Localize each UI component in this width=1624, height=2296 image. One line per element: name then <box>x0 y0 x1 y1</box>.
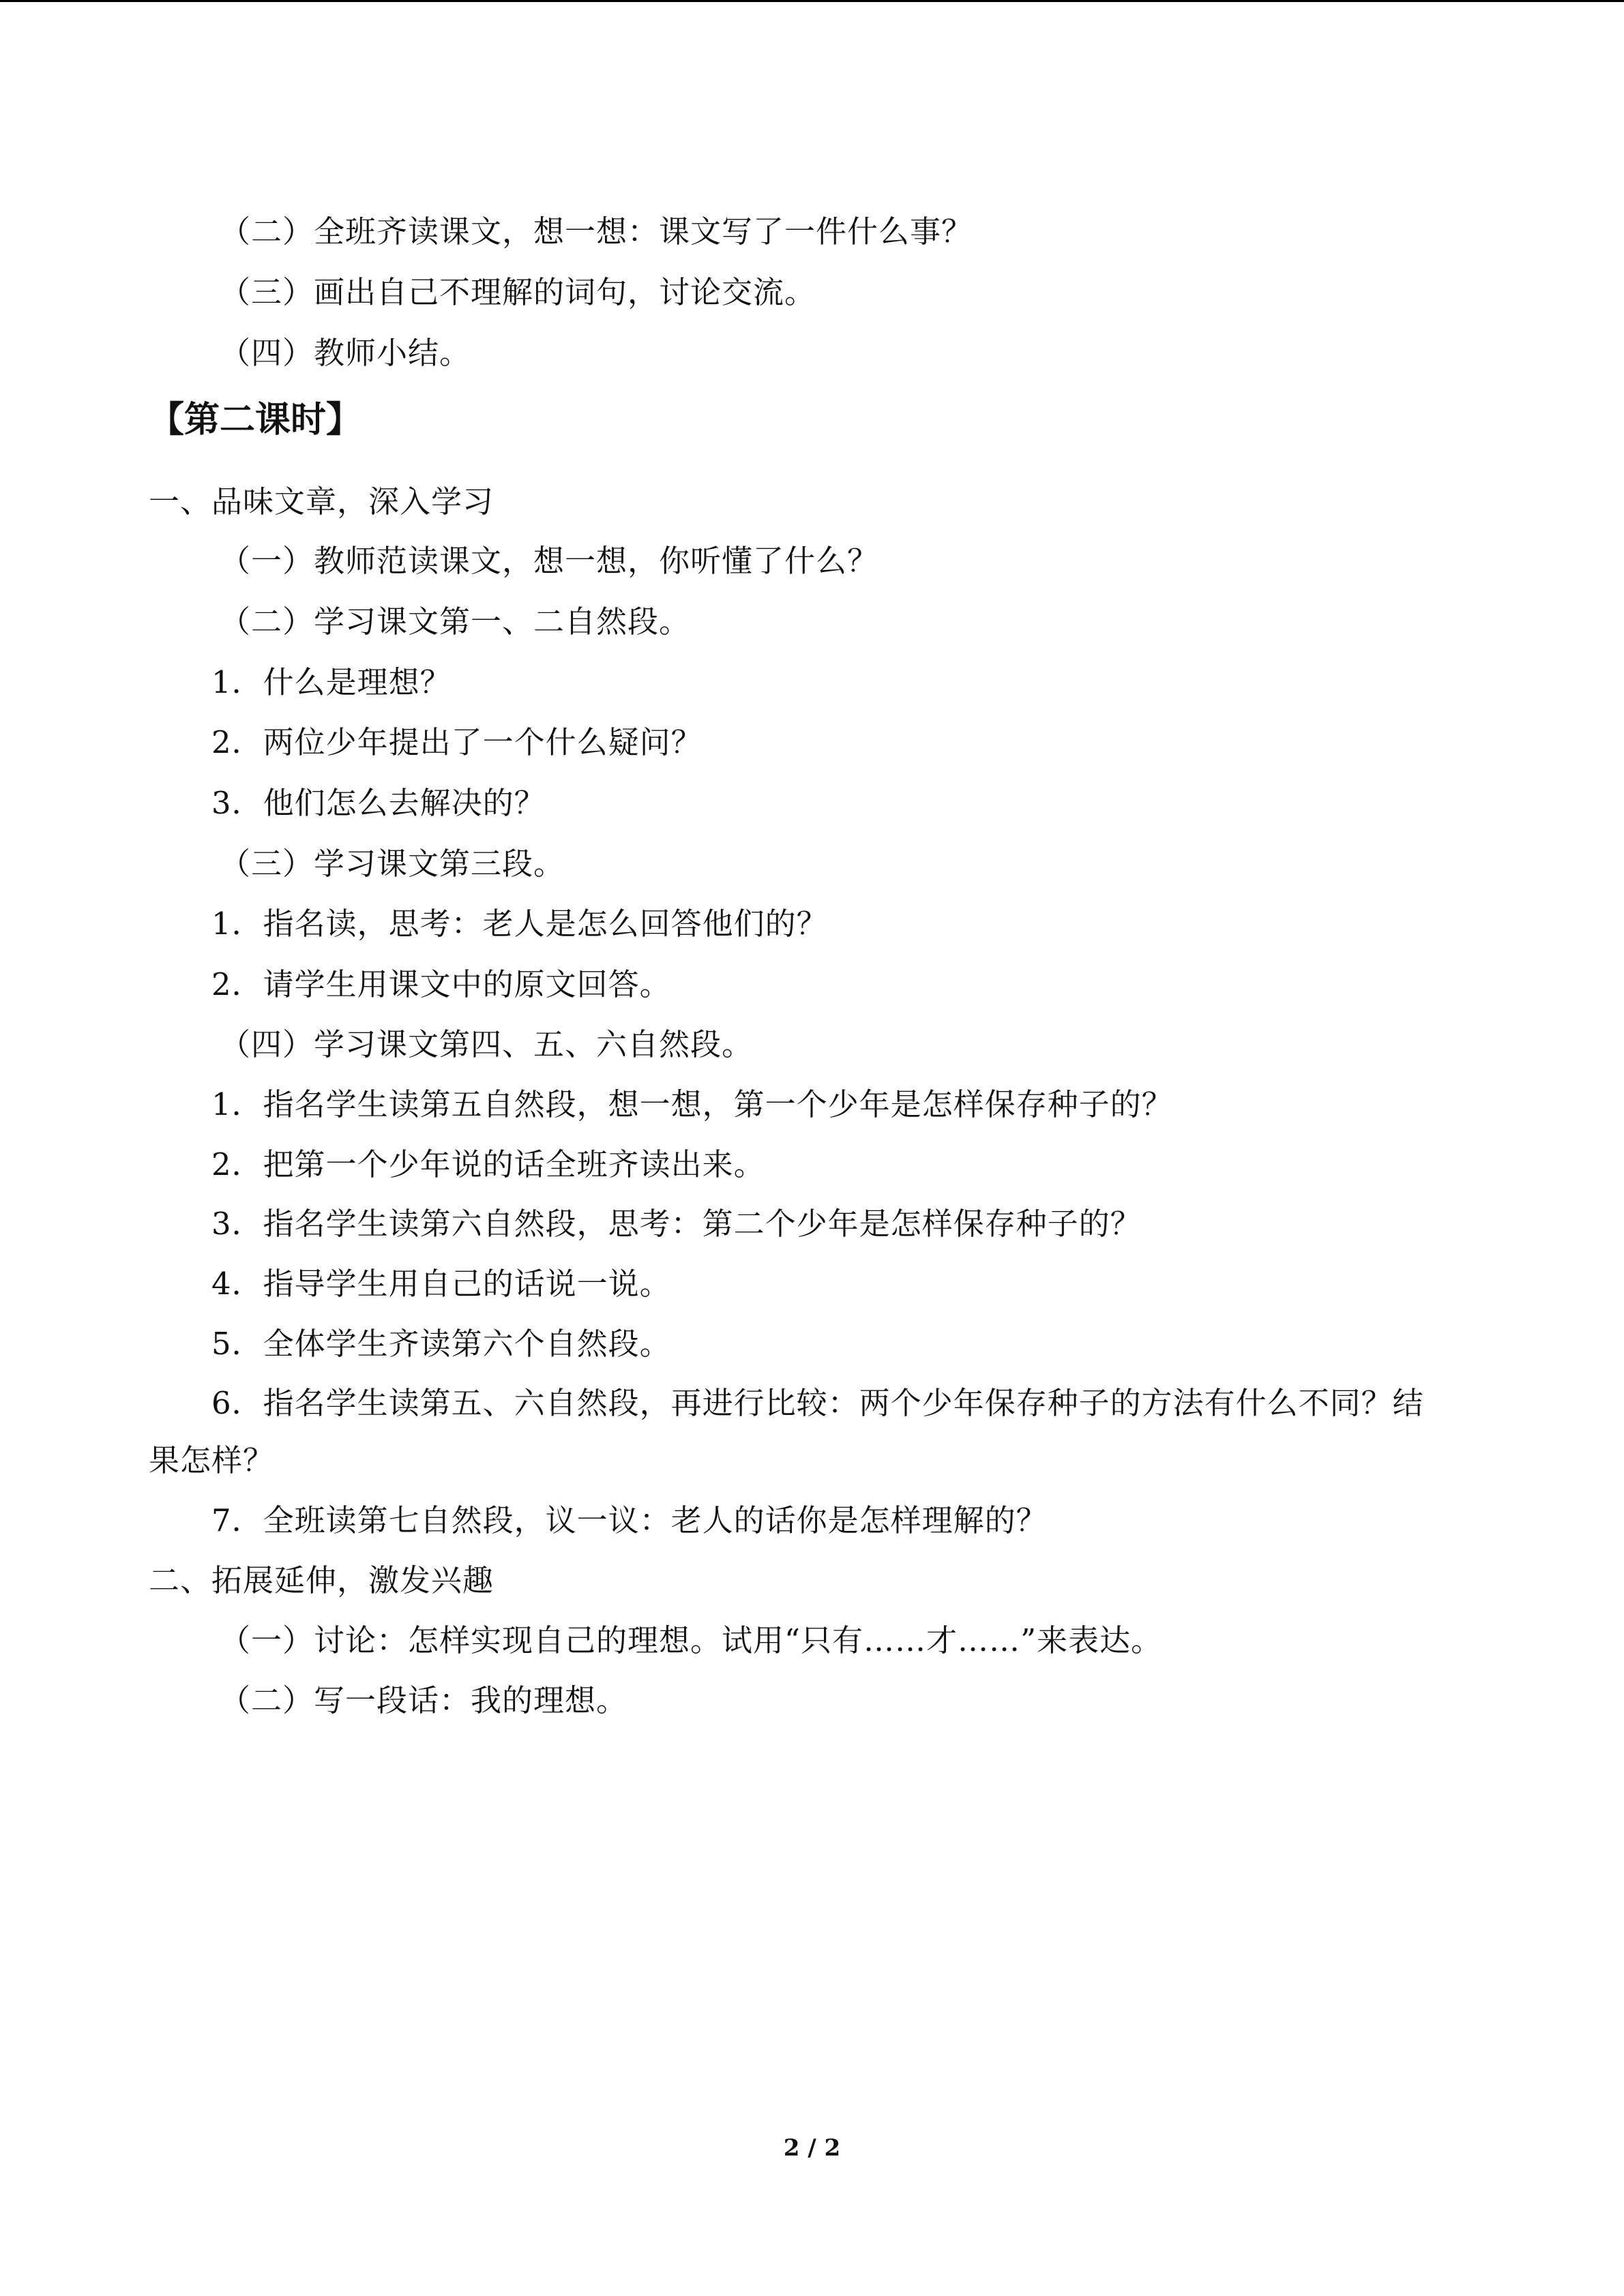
text-line: （二）写一段话：我的理想。 <box>220 1682 628 1718</box>
text-line: 6．指名学生读第五、六自然段，再进行比较：两个少年保存种子的方法有什么不同？结 <box>211 1385 1424 1421</box>
text-line: （一）教师范读课文，想一想，你听懂了什么？ <box>220 543 879 579</box>
part-one-title: 一、品味文章，深入学习 <box>149 483 494 520</box>
text-line: （二）学习课文第一、二自然段。 <box>220 603 691 640</box>
text-line: （四）学习课文第四、五、六自然段。 <box>220 1026 754 1062</box>
text-line: （一）讨论：怎样实现自己的理想。试用“只有……才……”来表达。 <box>220 1622 1163 1658</box>
text-line: （三）学习课文第三段。 <box>220 846 565 882</box>
top-border <box>0 0 1624 2</box>
text-line: （三）画出自己不理解的词句，讨论交流。 <box>220 274 816 310</box>
text-line: 1．指名学生读第五自然段，想一想，第一个少年是怎样保存种子的？ <box>211 1086 1173 1122</box>
page-number: 2 / 2 <box>783 2134 841 2162</box>
text-line: 2．两位少年提出了一个什么疑问？ <box>211 724 703 760</box>
text-line: 1．指名读，思考：老人是怎么回答他们的？ <box>211 906 828 942</box>
text-line: 2．请学生用课文中的原文回答。 <box>211 966 671 1002</box>
text-line: 5．全体学生齐读第六个自然段。 <box>211 1326 671 1362</box>
text-line: 2．把第一个少年说的话全班齐读出来。 <box>211 1146 765 1182</box>
text-line: 3．他们怎么去解决的？ <box>211 785 546 821</box>
section-heading: 【第二课时】 <box>149 400 362 441</box>
text-line: 1．什么是理想？ <box>211 664 452 700</box>
part-two-title: 二、拓展延伸，激发兴趣 <box>149 1562 494 1598</box>
text-line: 4．指导学生用自己的话说一说。 <box>211 1266 671 1302</box>
text-line: 3．指名学生读第六自然段，思考：第二个少年是怎样保存种子的？ <box>211 1206 1142 1242</box>
text-line: 果怎样？ <box>149 1442 275 1478</box>
text-line: 7．全班读第七自然段，议一议：老人的话你是怎样理解的？ <box>211 1502 1048 1538</box>
text-line: （四）教师小结。 <box>220 335 471 371</box>
text-line: （二）全班齐读课文，想一想：课文写了一件什么事？ <box>220 213 973 250</box>
